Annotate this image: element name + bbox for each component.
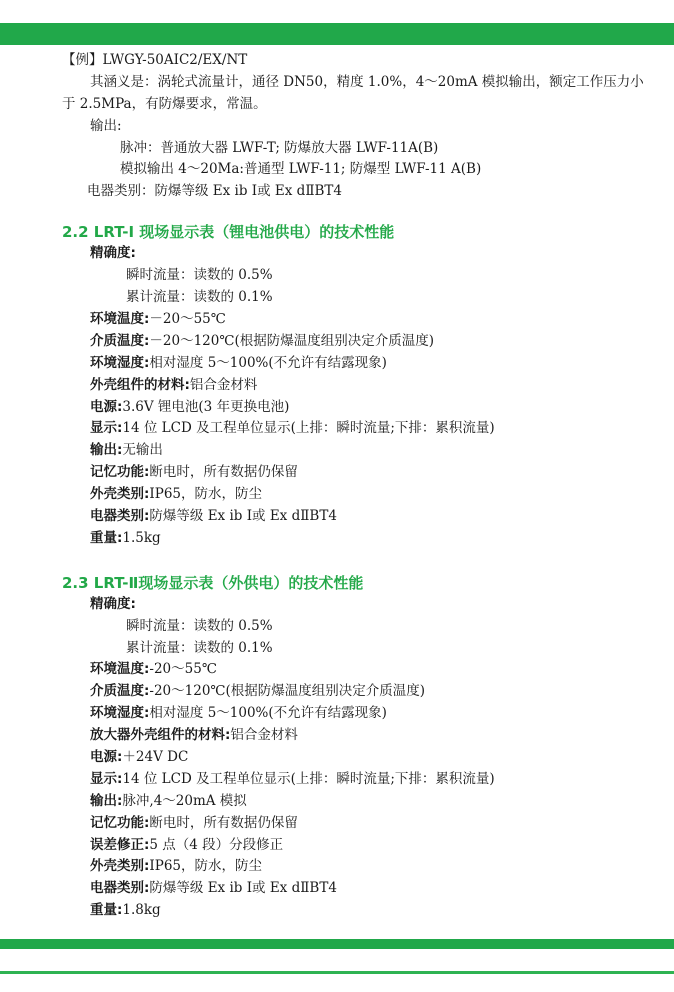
- spec-value: 1.5kg: [122, 529, 161, 546]
- example-meaning: 其涵义是：涡轮式流量计，通径 DN50，精度 1.0%，4～20mA 模拟输出，额定工作压力小于 2.5MPa，有防爆要求，常温。: [62, 73, 644, 112]
- footer-green-line: [0, 971, 674, 974]
- spec-label: 电器类别:: [90, 507, 150, 524]
- spec-value: －20～120℃(根据防爆温度组别决定介质温度): [149, 332, 434, 349]
- cumulative-flow: 累计流量：读数的 0.1%: [126, 639, 273, 656]
- spec-value: 脉冲,4～20mA 模拟: [122, 792, 247, 809]
- spec-value: 防爆等级 Ex ib Ⅰ或 Ex dⅡBT4: [149, 880, 337, 897]
- header-green-bar: [0, 23, 674, 45]
- spec-row: [62, 813, 652, 835]
- spec-value: 相对湿度 5～100%(不允许有结露现象): [149, 705, 387, 722]
- spec-row: [62, 528, 652, 550]
- spec-value: -20～120℃(根据防爆温度组别决定介质温度): [149, 683, 426, 700]
- footer-green-bar: [0, 939, 674, 949]
- electric-category: 电器类别：防爆等级 Ex ib Ⅰ或 Ex dⅡBT4: [87, 183, 343, 200]
- spec-label: 介质温度:: [90, 683, 150, 700]
- spec-row: [62, 418, 652, 440]
- spec-value: 断电时，所有数据仍保留: [149, 464, 298, 481]
- spec-row: [62, 791, 652, 813]
- spec-label: 误差修正:: [90, 836, 150, 853]
- spec-row: [62, 703, 652, 725]
- spec-row: [62, 506, 652, 528]
- spec-label: 电源:: [90, 398, 123, 415]
- section-2-2-title: 2.2 LRT-I 现场显示表（锂电池供电）的技术性能: [62, 223, 395, 242]
- spec-value: ＋24V DC: [122, 748, 189, 765]
- spec-label: 外壳组件的材料:: [90, 376, 190, 393]
- spec-label: 电源:: [90, 748, 123, 765]
- example-label: 【例】LWGY-50AIC2/EX/NT: [62, 52, 248, 68]
- spec-value: 14 位 LCD 及工程单位显示(上排：瞬时流量;下排：累积流量): [122, 420, 495, 437]
- spec-value: 相对湿度 5～100%(不允许有结露现象): [149, 354, 387, 371]
- spec-row: [62, 725, 652, 747]
- spec-row: [62, 331, 652, 353]
- spec-row: [62, 878, 652, 900]
- spec-label: 环境湿度:: [90, 705, 150, 722]
- spec-value: 1.8kg: [122, 902, 161, 919]
- spec-label: 外壳类别:: [90, 858, 150, 875]
- spec-row: [62, 353, 652, 375]
- spec-value: 铝合金材料: [230, 727, 298, 744]
- instant-flow: 瞬时流量：读数的 0.5%: [126, 267, 273, 284]
- spec-value: 防爆等级 Ex ib Ⅰ或 Ex dⅡBT4: [149, 507, 337, 524]
- spec-label: 输出:: [90, 792, 123, 809]
- spec-row: [62, 659, 652, 681]
- spec-value: 14 位 LCD 及工程单位显示(上排：瞬时流量;下排：累积流量): [122, 770, 495, 787]
- spec-row: [62, 462, 652, 484]
- spec-label: 外壳类别:: [90, 486, 150, 503]
- spec-label: 环境温度:: [90, 661, 150, 678]
- instant-flow: 瞬时流量：读数的 0.5%: [126, 617, 273, 634]
- spec-value: 铝合金材料: [189, 376, 258, 393]
- spec-row: [62, 440, 652, 462]
- spec-label: 显示:: [90, 420, 123, 437]
- section-2-3-title: 2.3 LRT-Ⅱ现场显示表（外供电）的技术性能: [62, 573, 364, 592]
- spec-value: 断电时，所有数据仍保留: [149, 814, 298, 831]
- spec-value: 无输出: [122, 442, 163, 459]
- spec-row: [62, 681, 652, 703]
- spec-row: [62, 397, 652, 419]
- accuracy-label: 精确度:: [90, 595, 136, 612]
- spec-label: 放大器外壳组件的材料:: [90, 727, 231, 744]
- cumulative-flow: 累计流量：读数的 0.1%: [126, 289, 273, 306]
- spec-label: 记忆功能:: [90, 814, 150, 831]
- pulse-output: 脉冲：普通放大器 LWF-T; 防爆放大器 LWF-11A(B): [120, 139, 439, 156]
- spec-label: 环境温度:: [90, 310, 150, 327]
- output-label: 输出:: [90, 117, 122, 134]
- spec-row: [62, 309, 652, 331]
- spec-row: [62, 484, 652, 506]
- section-2-3-specs: [62, 659, 652, 922]
- spec-row: [62, 900, 652, 922]
- spec-row: [62, 835, 652, 857]
- accuracy-label: 精确度:: [90, 245, 136, 262]
- spec-label: 重量:: [90, 902, 123, 919]
- spec-value: 3.6V 锂电池(3 年更换电池): [122, 398, 290, 415]
- spec-value: IP65，防水，防尘: [149, 486, 263, 503]
- spec-row: [62, 747, 652, 769]
- spec-label: 介质温度:: [90, 332, 150, 349]
- analog-output: 模拟输出 4～20Ma:普通型 LWF-11; 防爆型 LWF-11 A(B): [120, 161, 482, 178]
- spec-label: 显示:: [90, 770, 123, 787]
- spec-label: 重量:: [90, 529, 123, 546]
- spec-row: [62, 856, 652, 878]
- spec-value: -20～55℃: [149, 661, 217, 678]
- spec-value: IP65，防水，防尘: [149, 858, 263, 875]
- spec-label: 环境湿度:: [90, 354, 150, 371]
- spec-row: [62, 375, 652, 397]
- spec-label: 记忆功能:: [90, 464, 150, 481]
- spec-value: 5 点（4 段）分段修正: [149, 836, 284, 853]
- spec-label: 电器类别:: [90, 880, 150, 897]
- spec-row: [62, 769, 652, 791]
- spec-value: －20～55℃: [149, 310, 226, 327]
- document-body: [62, 50, 652, 922]
- spec-label: 输出:: [90, 442, 123, 459]
- section-2-2-specs: [62, 309, 652, 550]
